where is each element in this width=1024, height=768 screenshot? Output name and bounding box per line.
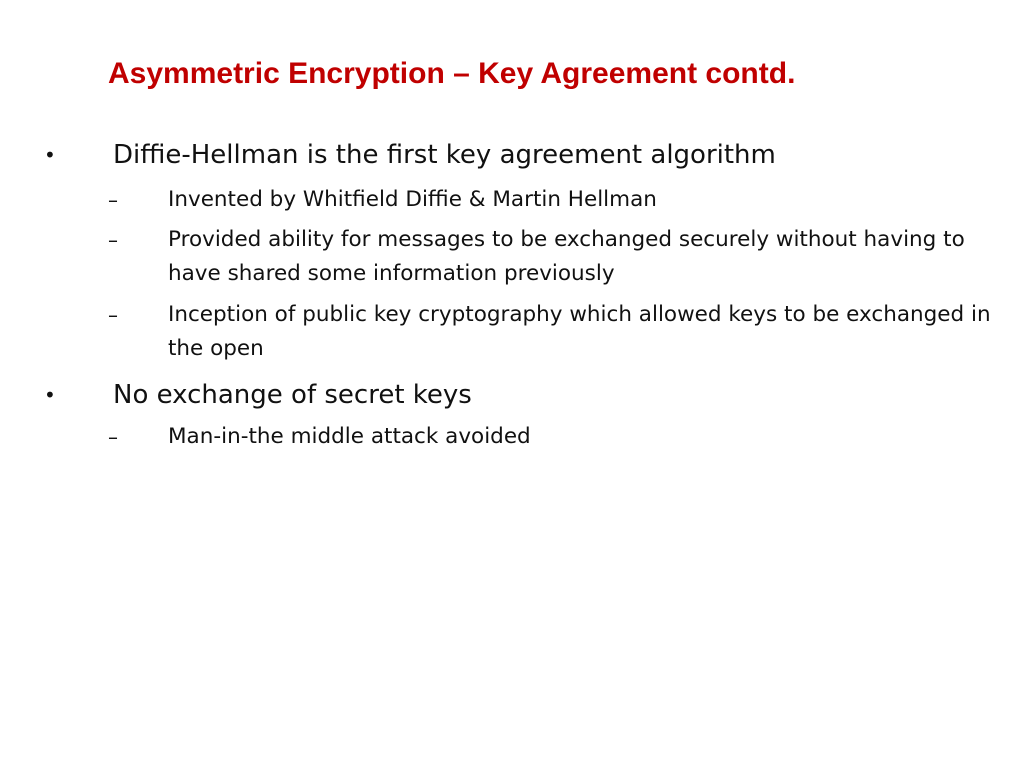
bullet-text: Diffie-Hellman is the first key agreement algorithm <box>113 140 776 170</box>
slide-title: Asymmetric Encryption – Key Agreement contd. <box>108 57 796 90</box>
bullet-marker: • <box>44 143 56 167</box>
sub-bullet-text: Inception of public key cryptography which allowed keys to be exchanged in the open <box>168 302 991 361</box>
bullet-text: No exchange of secret keys <box>113 380 472 410</box>
sub-bullet-marker: – <box>108 425 118 449</box>
sub-bullet-marker: – <box>108 228 118 252</box>
sub-bullet-text: Provided ability for messages to be exchanged securely without having to have shared some information previously <box>168 227 965 286</box>
bullet-marker: • <box>44 383 56 407</box>
sub-bullet-marker: – <box>108 303 118 327</box>
sub-bullet-text: Invented by Whitfield Diffie & Martin Hellman <box>168 187 657 212</box>
sub-bullet-text: Man-in-the middle attack avoided <box>168 424 531 449</box>
sub-bullet-marker: – <box>108 188 118 212</box>
